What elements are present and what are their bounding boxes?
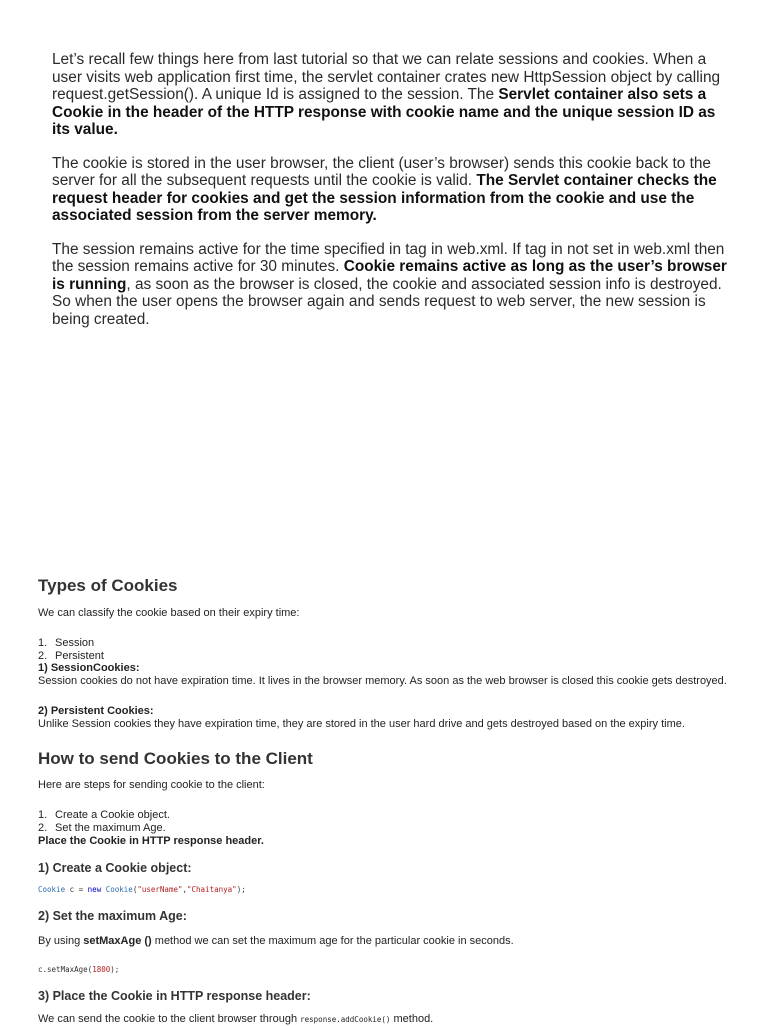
step1-title: 1) Create a Cookie object: (38, 861, 192, 875)
code-block-2: c.setMaxAge(1800); (38, 965, 120, 974)
code-block-1: Cookie c = new Cookie("userName","Chaitanya"); (38, 885, 246, 894)
list-item: 2. Persistent (38, 650, 104, 662)
session-cookies-title: 1) SessionCookies: (38, 662, 140, 674)
intro-bold-3: Cookie remains active as long as the user’s browser is running (52, 258, 727, 293)
send-list (38, 809, 768, 835)
persistent-cookies-text: Unlike Session cookies they have expiration time, they are stored in the user hard drive and gets destroyed based on the expiry time. (38, 718, 685, 730)
list-item: 1. Session (38, 637, 95, 649)
intro-paragraph-1: Let’s recall few things here from last tutorial so that we can relate sessions and cookies. When a user visits web application first time, the servlet container crates new HttpSession object by calling request.getSession(). A unique Id is assigned to the session. The Servlet container also sets a Cookie in the header of the HTTP response with cookie name and the unique session ID as its value. (52, 51, 721, 138)
intro-paragraph-3: The session remains active for the time specified in tag in web.xml. If tag in not set in web.xml then the session remains active for 30 minutes. Cookie remains active as long as the user’s browser is running, as soon as the browser is closed, the cookie and associated session info is destroyed. So when the user opens the browser again and sends request to web server, the new session is being created. (52, 240, 727, 328)
types-intro: We can classify the cookie based on their expiry time: (38, 607, 300, 619)
list-item: 2. Set the maximum Age. (38, 822, 166, 834)
send-intro: Here are steps for sending cookie to the client: (38, 779, 265, 791)
list-item: 1. Create a Cookie object. (38, 809, 170, 821)
persistent-cookies-title: 2) Persistent Cookies: (38, 705, 154, 717)
intro-bold-2: The Servlet container checks the request header for cookies and get the session information from the cookie and use the associated session from the server memory. (52, 172, 717, 224)
step2-text: By using setMaxAge () method we can set the maximum age for the particular cookie in seconds. (38, 935, 514, 947)
step3-title: 3) Place the Cookie in HTTP response header: (38, 989, 311, 1003)
intro-paragraph-2: The cookie is stored in the user browser, the client (user’s browser) sends this cookie back to the server for all the subsequent requests until the cookie is valid. The Servlet container checks the request header for cookies and get the session information from the cookie and use the associated session from the server memory. (52, 154, 717, 224)
types-heading: Types of Cookies (38, 576, 178, 595)
step3-text: We can send the cookie to the client browser through response.addCookie() method. (38, 1013, 434, 1025)
intro-text (52, 51, 732, 344)
session-cookies-text: Session cookies do not have expiration time. It lives in the browser memory. As soon as the web browser is closed this cookie gets destroyed. (38, 675, 727, 687)
send-heading: How to send Cookies to the Client (38, 749, 313, 768)
intro-bold-1: Servlet container also sets a Cookie in the header of the HTTP response with cookie name and the unique session ID as its value. (52, 86, 716, 138)
types-list (38, 637, 768, 663)
step2-title: 2) Set the maximum Age: (38, 909, 187, 923)
send-list-bold: Place the Cookie in HTTP response header. (38, 835, 264, 847)
